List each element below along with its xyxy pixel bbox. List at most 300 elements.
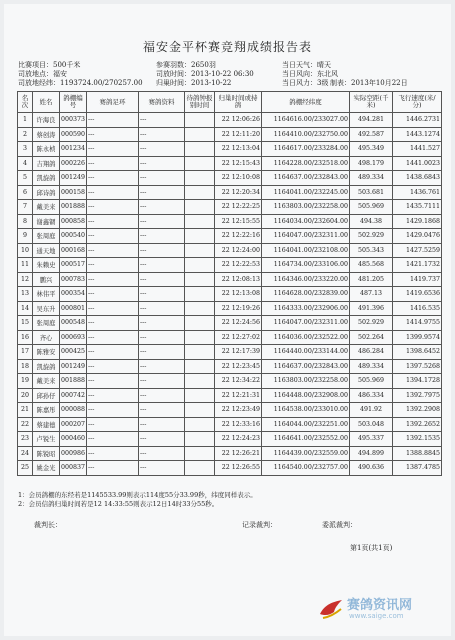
footnote-1: 1：会员鸽棚的东经若是1145533.99则表示114度55分33.99秒，纬度同样表示。	[18, 491, 257, 499]
table-cell: 22 12:26:21	[215, 446, 262, 461]
table-cell: 1164041.00/232245.00	[262, 185, 350, 200]
table-cell: 502.929	[350, 316, 393, 331]
table-cell: 1164734.00/233106.00	[262, 258, 350, 273]
table-cell: ---	[139, 214, 185, 229]
table-cell: 22 12:23:49	[215, 403, 262, 418]
table-cell: 23	[18, 432, 33, 447]
watermark-name: 赛鸽资讯网	[347, 598, 413, 613]
header-speed: 飞行速度(米/分)	[393, 92, 442, 113]
table-cell: ---	[87, 258, 139, 273]
table-cell: 凯旋鸽	[33, 359, 60, 374]
table-row	[18, 214, 442, 229]
table-cell: 1164047.00/232311.00	[262, 229, 350, 244]
table-cell	[185, 258, 215, 273]
table-row	[18, 388, 442, 403]
table-cell: ---	[139, 417, 185, 432]
table-cell: 蔡建德	[33, 417, 60, 432]
signature-dispatcher: 委派裁判：	[322, 521, 357, 529]
table-cell: 1392.7975	[393, 388, 442, 403]
table-cell: 16	[18, 330, 33, 345]
table-cell: 张周庭	[33, 316, 60, 331]
table-cell	[185, 156, 215, 171]
table-cell: 000986	[60, 446, 87, 461]
table-cell: 22 12:06:26	[215, 113, 262, 128]
table-cell: ---	[87, 171, 139, 186]
table-row	[18, 243, 442, 258]
table-cell: ---	[87, 461, 139, 476]
table-cell: 490.636	[350, 461, 393, 476]
table-cell: 1163803.00/232258.00	[262, 374, 350, 389]
table-row	[18, 229, 442, 244]
table-cell: 1164637.00/232843.00	[262, 359, 350, 374]
table-cell: 通天地	[33, 243, 60, 258]
table-cell: ---	[139, 316, 185, 331]
pigeon-icon	[317, 596, 345, 624]
table-cell: 陈永桢	[33, 142, 60, 157]
table-cell: 蔡创涛	[33, 127, 60, 142]
table-cell: ---	[139, 461, 185, 476]
meta-made-date: 制表：2013年10月22日	[330, 79, 408, 87]
table-cell: 1164036.00/232522.00	[262, 330, 350, 345]
table-cell: 1414.9755	[393, 316, 442, 331]
table-cell: 1441.527	[393, 142, 442, 157]
table-row	[18, 461, 442, 476]
table-cell: 1419.737	[393, 272, 442, 287]
table-cell: 000801	[60, 301, 87, 316]
table-row	[18, 287, 442, 302]
table-cell: 许海良	[33, 113, 60, 128]
table-row	[18, 113, 442, 128]
table-cell: ---	[139, 113, 185, 128]
table-cell: 20	[18, 388, 33, 403]
table-cell: 1	[18, 113, 33, 128]
table-cell: 12	[18, 272, 33, 287]
table-cell: 1436.761	[393, 185, 442, 200]
table-cell: 吴东升	[33, 301, 60, 316]
table-row	[18, 403, 442, 418]
table-cell: 姚金光	[33, 461, 60, 476]
table-cell: 000207	[60, 417, 87, 432]
table-row	[18, 156, 442, 171]
table-cell: 陈锐昭	[33, 446, 60, 461]
table-cell: 1164047.00/232311.00	[262, 316, 350, 331]
table-cell: 503.048	[350, 417, 393, 432]
table-cell: ---	[139, 171, 185, 186]
table-cell: ---	[139, 330, 185, 345]
table-cell: 1397.5268	[393, 359, 442, 374]
table-cell: 491.396	[350, 301, 393, 316]
table-cell: 3	[18, 142, 33, 157]
table-cell	[185, 374, 215, 389]
table-cell: 22 12:15:43	[215, 156, 262, 171]
header-loft-number: 鸽棚编号	[60, 92, 87, 113]
table-cell: 邱诗鸽	[33, 185, 60, 200]
table-cell: 502.929	[350, 229, 393, 244]
header-distance: 实际空距(千米)	[350, 92, 393, 113]
table-cell	[185, 229, 215, 244]
meta-release-time: 司放时间：2013-10-22 06:30	[156, 70, 254, 78]
table-cell: 鹏兴	[33, 272, 60, 287]
table-cell: 491.92	[350, 403, 393, 418]
table-cell: 1446.2731	[393, 113, 442, 128]
table-cell: 492.587	[350, 127, 393, 142]
table-cell: 戴美来	[33, 374, 60, 389]
table-cell	[185, 316, 215, 331]
table-cell: 001888	[60, 200, 87, 215]
table-cell: 1419.6536	[393, 287, 442, 302]
table-cell	[185, 171, 215, 186]
table-cell: ---	[139, 200, 185, 215]
table-cell: 000742	[60, 388, 87, 403]
table-cell: 000858	[60, 214, 87, 229]
table-cell: 1164641.00/232552.00	[262, 432, 350, 447]
table-cell: 494.38	[350, 214, 393, 229]
table-cell: ---	[87, 200, 139, 215]
table-cell: 1443.1274	[393, 127, 442, 142]
table-cell: 000837	[60, 461, 87, 476]
table-cell: 1388.8845	[393, 446, 442, 461]
table-cell: 001888	[60, 374, 87, 389]
table-cell: 张周庭	[33, 229, 60, 244]
table-cell: 495.337	[350, 432, 393, 447]
table-row	[18, 374, 442, 389]
table-cell: 1164041.00/232108.00	[262, 243, 350, 258]
table-cell: 505.969	[350, 374, 393, 389]
table-cell: 1438.6843	[393, 171, 442, 186]
table-cell: ---	[87, 272, 139, 287]
table-cell: 000590	[60, 127, 87, 142]
meta-entries: 参赛羽数：2650羽	[156, 61, 216, 69]
watermark-logo	[317, 592, 437, 628]
table-cell: ---	[139, 156, 185, 171]
table-cell: 481.205	[350, 272, 393, 287]
table-cell: ---	[87, 330, 139, 345]
table-cell: 15	[18, 316, 33, 331]
table-cell: 495.349	[350, 142, 393, 157]
table-cell: 1164346.00/233220.00	[262, 272, 350, 287]
table-cell: 485.568	[350, 258, 393, 273]
table-cell: ---	[139, 185, 185, 200]
table-cell: 486.284	[350, 345, 393, 360]
table-cell: ---	[139, 359, 185, 374]
table-cell: 22 12:22:25	[215, 200, 262, 215]
table-cell: ---	[87, 185, 139, 200]
table-cell: 22 12:23:45	[215, 359, 262, 374]
table-cell: ---	[87, 229, 139, 244]
meta-race-distance: 比赛项目：500千米	[18, 61, 81, 69]
table-cell: 陈嘉彤	[33, 403, 60, 418]
table-cell: 000158	[60, 185, 87, 200]
table-row	[18, 272, 442, 287]
table-cell: 22 12:13:08	[215, 287, 262, 302]
table-cell: 001249	[60, 171, 87, 186]
table-row	[18, 345, 442, 360]
table-cell: 4	[18, 156, 33, 171]
table-cell: 林伟平	[33, 287, 60, 302]
table-cell	[185, 142, 215, 157]
table-cell: ---	[87, 301, 139, 316]
table-cell: ---	[139, 142, 185, 157]
table-cell: ---	[87, 156, 139, 171]
table-cell: 1427.5259	[393, 243, 442, 258]
table-cell: 1416.535	[393, 301, 442, 316]
table-cell: 22 12:24:23	[215, 432, 262, 447]
table-cell: 489.334	[350, 359, 393, 374]
results-table	[17, 91, 442, 476]
table-cell	[185, 301, 215, 316]
table-row	[18, 142, 442, 157]
table-cell: ---	[139, 388, 185, 403]
table-cell: 1399.9574	[393, 330, 442, 345]
table-cell: ---	[87, 432, 139, 447]
table-cell: 1392.2908	[393, 403, 442, 418]
table-header-row	[18, 92, 442, 113]
table-cell: 1392.2652	[393, 417, 442, 432]
table-row	[18, 316, 442, 331]
meta-release-coords: 司放地经纬：1193724.00/270257.00	[18, 79, 143, 87]
table-cell: 1398.6452	[393, 345, 442, 360]
table-cell: 000693	[60, 330, 87, 345]
table-cell	[185, 432, 215, 447]
table-cell	[185, 417, 215, 432]
meta-wind-direction: 当日风向：东北风	[282, 70, 338, 78]
table-cell	[185, 446, 215, 461]
table-cell: 22 12:21:31	[215, 388, 262, 403]
table-cell: 489.334	[350, 171, 393, 186]
page-number: 第1页(共1页)	[350, 544, 393, 552]
table-cell: ---	[87, 287, 139, 302]
table-cell: ---	[139, 229, 185, 244]
table-cell: 1164333.00/232906.00	[262, 301, 350, 316]
table-cell: ---	[87, 316, 139, 331]
table-cell: 505.969	[350, 200, 393, 215]
table-row	[18, 446, 442, 461]
table-cell: 1164637.00/232843.00	[262, 171, 350, 186]
table-cell: ---	[139, 301, 185, 316]
table-cell: 1164616.00/233027.00	[262, 113, 350, 128]
table-row	[18, 330, 442, 345]
table-cell: 11	[18, 258, 33, 273]
table-cell: 6	[18, 185, 33, 200]
table-cell: 000373	[60, 113, 87, 128]
header-name: 姓名	[33, 92, 60, 113]
table-cell: ---	[87, 417, 139, 432]
header-arrival-time: 归巢时间或持鸽	[215, 92, 262, 113]
table-cell: 22 12:27:02	[215, 330, 262, 345]
table-cell: 1441.0023	[393, 156, 442, 171]
table-cell: 18	[18, 359, 33, 374]
table-cell: 22 12:24:00	[215, 243, 262, 258]
table-row	[18, 432, 442, 447]
table-cell: ---	[139, 243, 185, 258]
watermark-url: www.saige.com	[349, 612, 404, 620]
signature-chief: 裁判长：	[34, 521, 62, 529]
table-cell: 8	[18, 214, 33, 229]
table-cell	[185, 272, 215, 287]
table-cell: 22 12:22:53	[215, 258, 262, 273]
header-rank: 名次	[18, 92, 33, 113]
table-cell: 齐心	[33, 330, 60, 345]
table-cell: 000354	[60, 287, 87, 302]
header-ring: 赛鸽足环	[87, 92, 139, 113]
table-cell: 1164439.00/232559.00	[262, 446, 350, 461]
table-cell: 22 12:24:56	[215, 316, 262, 331]
table-cell: 25	[18, 461, 33, 476]
table-cell: 1164228.00/232518.00	[262, 156, 350, 171]
table-cell: 17	[18, 345, 33, 360]
table-cell: ---	[87, 243, 139, 258]
table-cell: ---	[139, 127, 185, 142]
table-cell: ---	[139, 374, 185, 389]
table-cell: 000517	[60, 258, 87, 273]
table-cell: 000168	[60, 243, 87, 258]
header-coords: 鸽棚经纬度	[262, 92, 350, 113]
table-cell: ---	[87, 403, 139, 418]
table-cell: 1164034.00/232604.00	[262, 214, 350, 229]
table-cell: 1164044.00/232251.00	[262, 417, 350, 432]
table-cell: ---	[87, 345, 139, 360]
table-row	[18, 258, 442, 273]
table-cell: ---	[139, 446, 185, 461]
table-cell: 22 12:08:13	[215, 272, 262, 287]
table-cell: ---	[87, 142, 139, 157]
table-row	[18, 200, 442, 215]
table-cell: 22 12:17:39	[215, 345, 262, 360]
table-cell: 21	[18, 403, 33, 418]
signature-recorder: 记录裁判：	[242, 521, 277, 529]
table-cell: 1421.1732	[393, 258, 442, 273]
table-cell: 1429.0476	[393, 229, 442, 244]
table-cell: 24	[18, 446, 33, 461]
report-title: 福安金平杯赛竞翔成绩报告表	[142, 40, 312, 54]
table-cell: 2	[18, 127, 33, 142]
table-row	[18, 359, 442, 374]
table-cell: ---	[87, 388, 139, 403]
table-cell: ---	[139, 272, 185, 287]
table-row	[18, 127, 442, 142]
table-cell: 000088	[60, 403, 87, 418]
table-cell: ---	[87, 374, 139, 389]
table-cell: 22 12:26:55	[215, 461, 262, 476]
table-cell: 1435.7111	[393, 200, 442, 215]
table-cell: 戴美来	[33, 200, 60, 215]
table-row	[18, 301, 442, 316]
footnote-2: 2：会员信鸽归巢时间若是12 14:33:55则表示12日14时33分55秒。	[18, 500, 219, 508]
table-cell: 吉翔鸽	[33, 156, 60, 171]
table-cell: 1429.1868	[393, 214, 442, 229]
table-cell: 505.343	[350, 243, 393, 258]
meta-wind-force: 当日风力：3级	[282, 79, 329, 87]
table-cell: ---	[87, 214, 139, 229]
table-cell: 22 12:15:55	[215, 214, 262, 229]
table-cell: 1394.1728	[393, 374, 442, 389]
table-cell: 000783	[60, 272, 87, 287]
table-cell	[185, 243, 215, 258]
table-cell: 1164540.00/232757.00	[262, 461, 350, 476]
table-cell: ---	[87, 113, 139, 128]
table-cell: 22 12:13:04	[215, 142, 262, 157]
table-cell: 1164410.00/232750.00	[262, 127, 350, 142]
table-row	[18, 171, 442, 186]
table-cell	[185, 127, 215, 142]
table-cell: ---	[139, 345, 185, 360]
table-cell: ---	[87, 446, 139, 461]
header-pigeon-info: 赛鸽资料	[139, 92, 185, 113]
table-cell: 1392.1535	[393, 432, 442, 447]
table-cell: 503.681	[350, 185, 393, 200]
table-cell: ---	[139, 432, 185, 447]
table-cell: 486.334	[350, 388, 393, 403]
table-cell	[185, 287, 215, 302]
table-cell: ---	[87, 359, 139, 374]
table-cell: 001234	[60, 142, 87, 157]
table-cell: 1164628.00/232839.00	[262, 287, 350, 302]
table-cell: 1164448.00/232908.00	[262, 388, 350, 403]
table-cell: 1164617.00/233284.00	[262, 142, 350, 157]
table-cell: 凯旋鸽	[33, 171, 60, 186]
table-cell: 陈雅安	[33, 345, 60, 360]
table-cell: 1163803.00/232258.00	[262, 200, 350, 215]
table-cell: 22 12:33:16	[215, 417, 262, 432]
table-cell: 000425	[60, 345, 87, 360]
table-cell: 9	[18, 229, 33, 244]
table-cell: ---	[87, 127, 139, 142]
table-cell: ---	[139, 403, 185, 418]
table-cell: 卢锐生	[33, 432, 60, 447]
table-cell: 1387.4785	[393, 461, 442, 476]
table-cell: 000540	[60, 229, 87, 244]
table-cell	[185, 200, 215, 215]
table-cell: 22 12:19:26	[215, 301, 262, 316]
table-cell: 22 12:34:22	[215, 374, 262, 389]
table-cell: 5	[18, 171, 33, 186]
table-cell	[185, 113, 215, 128]
table-cell: 000226	[60, 156, 87, 171]
table-row	[18, 417, 442, 432]
table-cell: 22 12:22:16	[215, 229, 262, 244]
table-cell: 1164538.00/233010.00	[262, 403, 350, 418]
table-cell	[185, 359, 215, 374]
table-cell: 487.13	[350, 287, 393, 302]
table-cell: 朱赖史	[33, 258, 60, 273]
table-cell: 10	[18, 243, 33, 258]
table-cell: 22	[18, 417, 33, 432]
table-cell	[185, 214, 215, 229]
table-cell: 邱孙仔	[33, 388, 60, 403]
table-cell: 000548	[60, 316, 87, 331]
table-cell	[185, 403, 215, 418]
table-cell: ---	[139, 258, 185, 273]
table-cell: 22 12:10:08	[215, 171, 262, 186]
table-cell: 001249	[60, 359, 87, 374]
table-cell: 13	[18, 287, 33, 302]
table-row	[18, 185, 442, 200]
table-cell: 498.179	[350, 156, 393, 171]
table-cell: 22 12:11:20	[215, 127, 262, 142]
table-cell	[185, 185, 215, 200]
table-cell: 000460	[60, 432, 87, 447]
table-cell: 494.899	[350, 446, 393, 461]
table-cell	[185, 461, 215, 476]
table-cell: 7	[18, 200, 33, 215]
table-cell: 14	[18, 301, 33, 316]
table-cell: 谢鑫锢	[33, 214, 60, 229]
table-cell: 494.281	[350, 113, 393, 128]
table-cell: ---	[139, 287, 185, 302]
header-clock-time: 待鸽钟报别时间	[185, 92, 215, 113]
table-cell: 1164440.00/233144.00	[262, 345, 350, 360]
meta-release-site: 司放地点：福安	[18, 70, 67, 78]
